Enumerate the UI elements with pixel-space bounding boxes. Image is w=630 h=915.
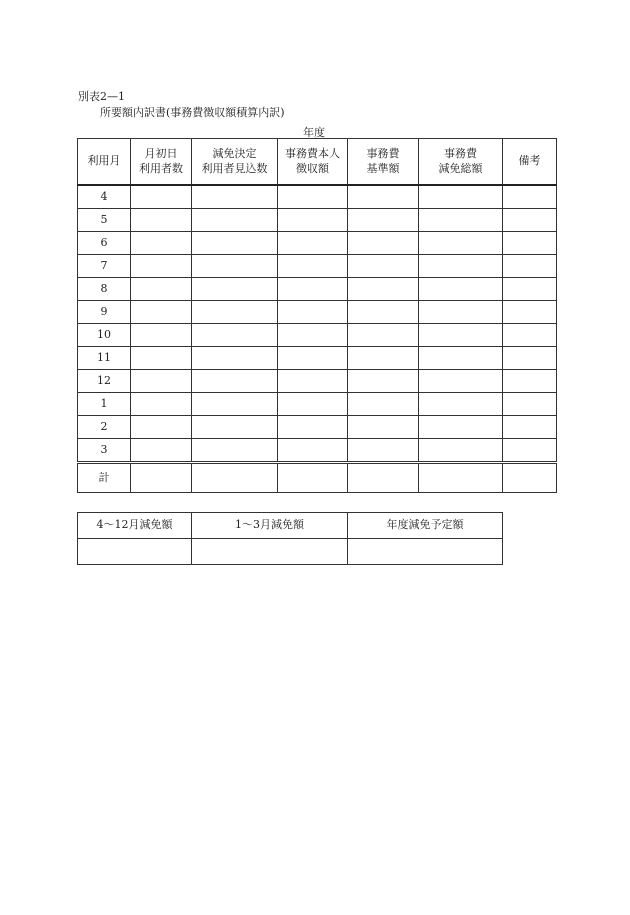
table-cell[interactable] [278, 416, 348, 439]
col-header-remarks [503, 139, 557, 186]
month-label: 2 [78, 416, 131, 439]
month-label: 11 [78, 347, 131, 370]
summary-header-jan-mar: 1〜3月減免額 [192, 513, 348, 539]
table-cell[interactable] [131, 393, 192, 416]
table-cell[interactable] [348, 370, 419, 393]
month-label: 8 [78, 278, 131, 301]
table-cell[interactable] [419, 370, 503, 393]
table-cell[interactable] [348, 255, 419, 278]
table-cell[interactable] [278, 209, 348, 232]
summary-cell[interactable] [348, 539, 503, 565]
table-cell[interactable] [278, 439, 348, 463]
month-label: 1 [78, 393, 131, 416]
table-cell[interactable] [278, 278, 348, 301]
table-cell[interactable] [192, 255, 278, 278]
month-label: 9 [78, 301, 131, 324]
month-row [78, 301, 557, 324]
table-cell[interactable] [192, 439, 278, 463]
table-cell[interactable] [192, 232, 278, 255]
table-cell[interactable] [131, 255, 192, 278]
table-cell[interactable] [419, 255, 503, 278]
table-cell[interactable] [192, 347, 278, 370]
summary-header-row [78, 513, 503, 539]
table-cell[interactable] [348, 209, 419, 232]
col-header-line1: 利用月 [87, 154, 121, 168]
month-label: 12 [78, 370, 131, 393]
month-row [78, 324, 557, 347]
table-cell[interactable] [348, 416, 419, 439]
table-cell[interactable] [278, 370, 348, 393]
table-cell[interactable] [348, 185, 419, 209]
month-row [78, 185, 557, 209]
table-cell[interactable] [503, 416, 557, 439]
header-row [78, 139, 557, 186]
col-header-total-exemption [419, 139, 503, 186]
month-label: 5 [78, 209, 131, 232]
table-cell[interactable] [419, 324, 503, 347]
table-cell[interactable] [503, 347, 557, 370]
table-cell[interactable] [192, 301, 278, 324]
table-cell[interactable] [278, 347, 348, 370]
table-cell[interactable] [348, 439, 419, 463]
col-header-self-collection [278, 139, 348, 186]
table-cell[interactable] [192, 209, 278, 232]
table-cell[interactable] [348, 393, 419, 416]
table-cell[interactable] [348, 347, 419, 370]
table-cell[interactable] [278, 463, 348, 493]
total-row [78, 463, 557, 493]
month-label: 7 [78, 255, 131, 278]
total-label: 計 [78, 463, 131, 493]
col-header-usage-month [78, 139, 131, 186]
month-label: 4 [78, 185, 131, 209]
month-label: 10 [78, 324, 131, 347]
month-row [78, 393, 557, 416]
col-header-base-amount [348, 139, 419, 186]
col-header-line1: 減免決定 [212, 146, 257, 160]
table-cell[interactable] [503, 463, 557, 493]
table-cell[interactable] [278, 185, 348, 209]
col-header-line1: 月初日 [144, 146, 178, 160]
month-row [78, 370, 557, 393]
exemption-summary-table [77, 512, 503, 565]
table-cell[interactable] [419, 463, 503, 493]
table-cell[interactable] [192, 278, 278, 301]
table-cell[interactable] [192, 393, 278, 416]
month-row [78, 347, 557, 370]
table-cell[interactable] [278, 232, 348, 255]
table-cell[interactable] [192, 324, 278, 347]
table-cell[interactable] [503, 185, 557, 209]
document-code: 別表2—1 [78, 90, 125, 103]
month-label: 6 [78, 232, 131, 255]
table-cell[interactable] [131, 463, 192, 493]
month-row [78, 278, 557, 301]
table-cell[interactable] [503, 393, 557, 416]
month-row [78, 255, 557, 278]
summary-cell[interactable] [78, 539, 192, 565]
month-row [78, 209, 557, 232]
table-cell[interactable] [348, 301, 419, 324]
col-header-exemption-users [192, 139, 278, 186]
col-header-line2: 徴収額 [296, 161, 329, 175]
table-cell[interactable] [131, 232, 192, 255]
col-header-line2: 基準額 [366, 161, 400, 175]
summary-header-apr-dec: 4〜12月減免額 [78, 513, 192, 539]
table-cell[interactable] [419, 416, 503, 439]
col-header-line2: 減免総額 [438, 161, 483, 175]
col-header-initial-users [131, 139, 192, 186]
table-cell[interactable] [419, 185, 503, 209]
col-header-line2: 利用者数 [139, 161, 183, 175]
fiscal-year-label: 年度 [303, 126, 325, 139]
table-cell[interactable] [503, 301, 557, 324]
summary-header-annual: 年度減免予定額 [348, 513, 503, 539]
table-cell[interactable] [192, 370, 278, 393]
table-cell[interactable] [192, 416, 278, 439]
table-cell[interactable] [348, 232, 419, 255]
table-cell[interactable] [503, 370, 557, 393]
month-label: 3 [78, 439, 131, 463]
month-row [78, 232, 557, 255]
table-cell[interactable] [419, 232, 503, 255]
table-cell[interactable] [348, 463, 419, 493]
table-cell[interactable] [131, 416, 192, 439]
table-cell[interactable] [503, 439, 557, 463]
col-header-line1: 事務費 [444, 146, 477, 160]
table-cell[interactable] [503, 209, 557, 232]
table-cell[interactable] [419, 209, 503, 232]
summary-cell[interactable] [192, 539, 348, 565]
col-header-line1: 備考 [518, 154, 541, 168]
table-cell[interactable] [278, 324, 348, 347]
table-cell[interactable] [503, 255, 557, 278]
table-cell[interactable] [419, 301, 503, 324]
table-cell[interactable] [131, 347, 192, 370]
table-cell[interactable] [278, 393, 348, 416]
summary-value-row [78, 539, 503, 565]
table-cell[interactable] [131, 324, 192, 347]
table-cell[interactable] [131, 439, 192, 463]
table-cell[interactable] [278, 255, 348, 278]
table-cell[interactable] [503, 278, 557, 301]
col-header-line2: 利用者見込数 [201, 161, 268, 175]
col-header-line1: 事務費 [366, 146, 400, 160]
table-cell[interactable] [131, 278, 192, 301]
table-cell[interactable] [348, 324, 419, 347]
month-row [78, 439, 557, 463]
table-cell[interactable] [192, 463, 278, 493]
table-cell[interactable] [131, 301, 192, 324]
table-cell[interactable] [419, 393, 503, 416]
table-cell[interactable] [348, 278, 419, 301]
breakdown-table [77, 138, 557, 493]
col-header-line1: 事務費本人 [285, 146, 340, 160]
table-cell[interactable] [278, 301, 348, 324]
table-cell[interactable] [192, 185, 278, 209]
table-cell[interactable] [131, 209, 192, 232]
table-cell[interactable] [419, 278, 503, 301]
table-cell[interactable] [419, 439, 503, 463]
document-title: 所要額内訳書(事務費徴収額積算内訳) [100, 106, 285, 119]
table-cell[interactable] [131, 370, 192, 393]
table-cell[interactable] [503, 324, 557, 347]
table-cell[interactable] [131, 185, 192, 209]
month-row [78, 416, 557, 439]
table-cell[interactable] [503, 232, 557, 255]
table-cell[interactable] [419, 347, 503, 370]
